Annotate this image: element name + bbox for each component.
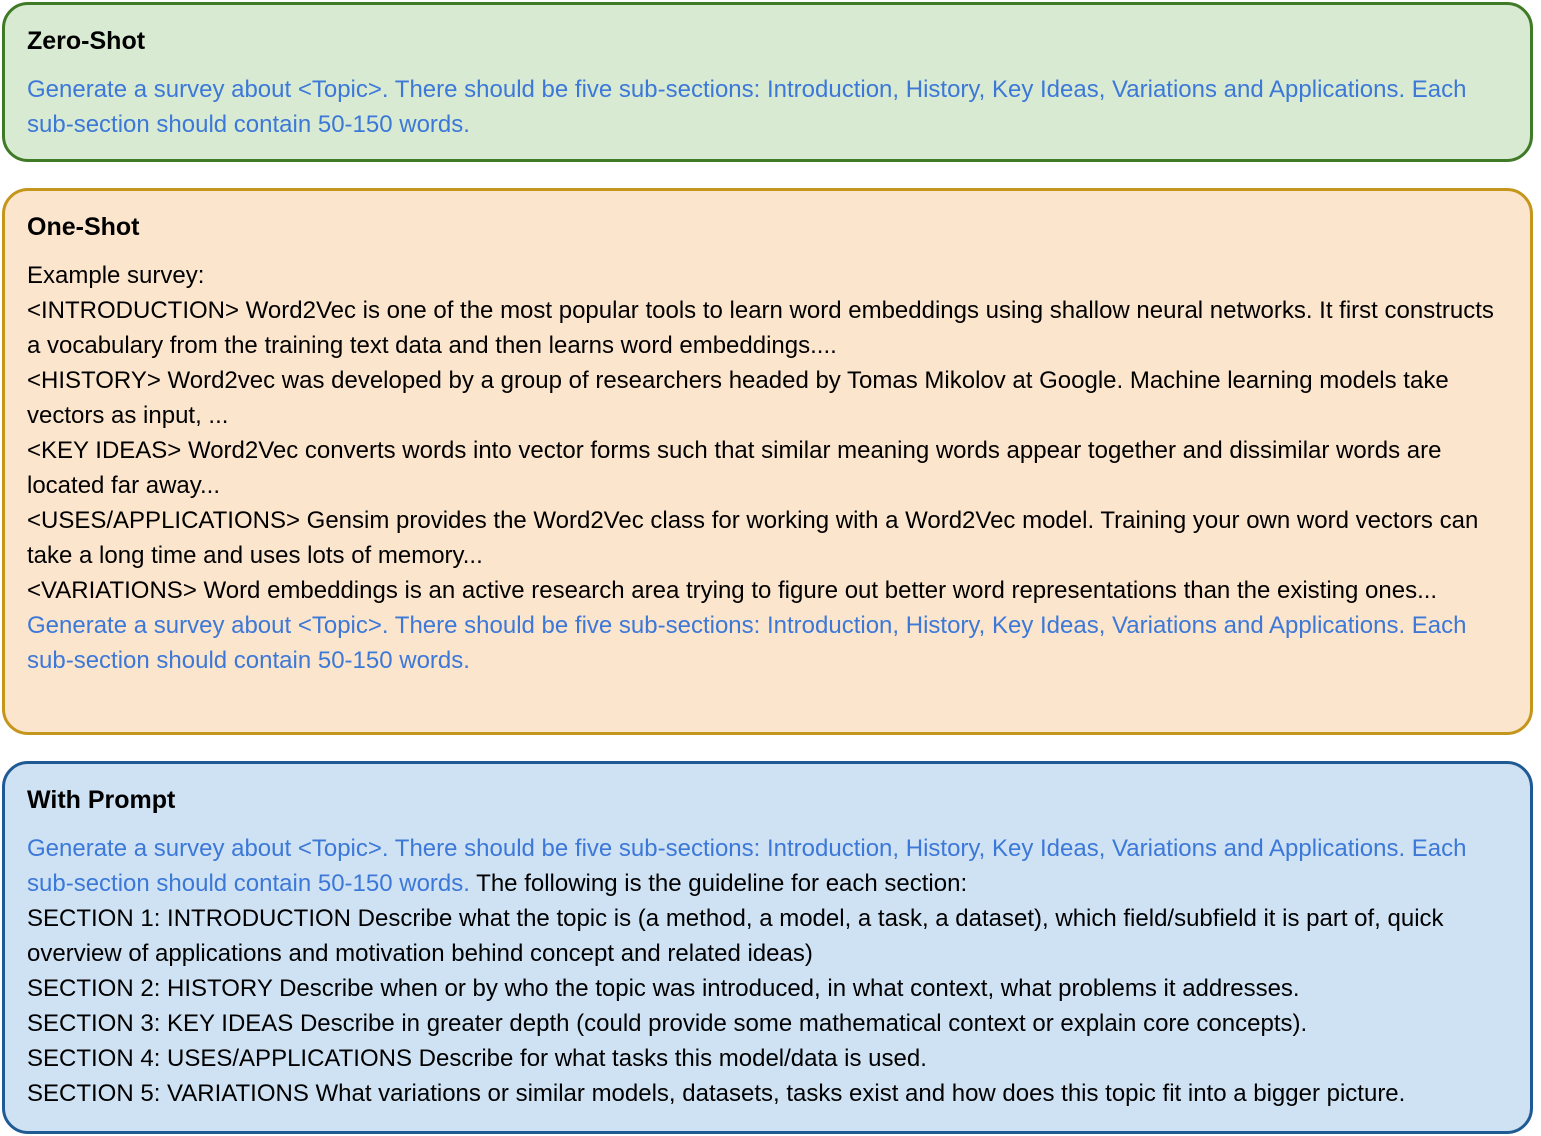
with-prompt-title: With Prompt [27, 786, 176, 814]
guideline-section-4: SECTION 4: USES/APPLICATIONS Describe for what tasks this model/data is used. [27, 1045, 927, 1072]
example-section-applications: <USES/APPLICATIONS> Gensim provides the Word2Vec class for working with a Word2Vec model. Training your own word vectors can take a long time and uses lots of memory... [27, 507, 1479, 569]
example-section-key-ideas: <KEY IDEAS> Word2Vec converts words into vector forms such that similar meaning words appear together and dissimilar words are located far away... [27, 437, 1442, 499]
example-survey-label: Example survey: [27, 262, 205, 289]
guideline-section-3: SECTION 3: KEY IDEAS Describe in greater depth (could provide some mathematical context or explain core concepts). [27, 1010, 1308, 1037]
with-prompt-prompt: Generate a survey about <Topic>. There should be five sub-sections: Introduction, History, Key Ideas, Variations and Applications. Each sub-section should contain 50-150 words. [27, 835, 1467, 897]
example-section-introduction: <INTRODUCTION> Word2Vec is one of the most popular tools to learn word embeddings using shallow neural networks. It first constructs a vocabulary from the training text data and then learns word embeddings.... [27, 297, 1494, 359]
zero-shot-title: Zero-Shot [27, 27, 146, 55]
zero-shot-prompt: Generate a survey about <Topic>. There should be five sub-sections: Introduction, History, Key Ideas, Variations and Applications. Each sub-section should contain 50-150 words. [27, 76, 1467, 138]
example-section-variations: <VARIATIONS> Word embeddings is an active research area trying to figure out better word representations than the existing ones... [27, 577, 1438, 604]
zero-shot-box [2, 2, 1533, 162]
with-prompt-box [2, 761, 1533, 1134]
one-shot-prompt: Generate a survey about <Topic>. There should be five sub-sections: Introduction, History, Key Ideas, Variations and Applications. Each sub-section should contain 50-150 words. [27, 612, 1467, 674]
one-shot-box [2, 188, 1533, 735]
one-shot-title: One-Shot [27, 213, 140, 241]
guideline-section-2: SECTION 2: HISTORY Describe when or by who the topic was introduced, in what context, what problems it addresses. [27, 975, 1300, 1002]
guideline-section-5: SECTION 5: VARIATIONS What variations or similar models, datasets, tasks exist and how does this topic fit into a bigger picture. [27, 1080, 1406, 1107]
guideline-intro: The following is the guideline for each section: [469, 870, 968, 897]
guideline-section-1: SECTION 1: INTRODUCTION Describe what the topic is (a method, a model, a task, a dataset), which field/subfield it is part of, quick overview of applications and motivation behind concept and related ideas) [27, 905, 1444, 967]
example-section-history: <HISTORY> Word2vec was developed by a group of researchers headed by Tomas Mikolov at Google. Machine learning models take vectors as input, ... [27, 367, 1449, 429]
